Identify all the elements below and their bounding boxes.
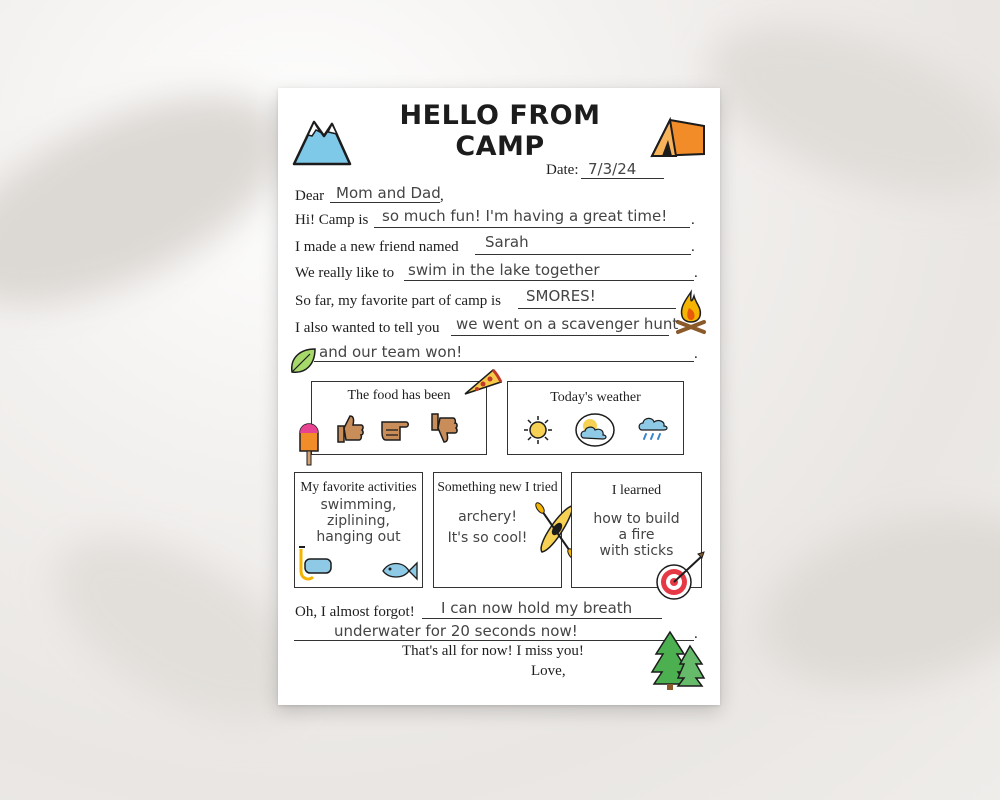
tell-value[interactable]: we went on a scavenger hunt <box>456 315 679 333</box>
archery-target-icon <box>654 548 708 604</box>
forgot-underline-2 <box>294 640 694 641</box>
something-new-line[interactable]: It's so cool! <box>447 530 528 546</box>
camp-value[interactable]: so much fun! I'm having a great time! <box>382 207 668 225</box>
like-underline <box>404 280 694 281</box>
camp-letter-card <box>278 88 720 705</box>
dear-punct: , <box>440 188 444 204</box>
like-value[interactable]: swim in the lake together <box>408 261 600 279</box>
something-new-line[interactable]: archery! <box>458 509 517 525</box>
friend-label: I made a new friend named <box>295 239 459 255</box>
favorite-label: So far, my favorite part of camp is <box>295 293 502 309</box>
thumb-sideways-icon <box>378 412 412 446</box>
fabric-fold <box>744 484 1000 716</box>
activities-heading: My favorite activities <box>300 479 417 494</box>
learned-line[interactable]: with sticks <box>599 543 674 559</box>
pine-trees-icon <box>650 628 708 692</box>
tent-icon <box>648 114 708 160</box>
tell-label: I also wanted to tell you <box>295 320 440 336</box>
dear-underline <box>330 202 440 203</box>
learned-line[interactable]: a fire <box>618 527 655 543</box>
friend-underline <box>475 254 691 255</box>
activities-box <box>294 472 423 588</box>
tell-value-continued[interactable]: and our team won! <box>319 343 463 361</box>
partly-cloudy-icon <box>574 412 616 448</box>
forgot-punct: . <box>694 626 698 642</box>
forgot-underline <box>422 618 662 619</box>
food-box <box>311 381 487 455</box>
weather-heading: Today's weather <box>550 390 641 405</box>
closing-love: Love, <box>531 663 566 679</box>
food-heading: The food has been <box>347 388 451 403</box>
sun-icon <box>522 414 554 446</box>
thumbs-up-icon <box>332 412 366 446</box>
date-value[interactable]: 7/3/24 <box>588 160 637 178</box>
activities-line[interactable]: hanging out <box>316 529 401 545</box>
activities-line[interactable]: swimming, <box>320 497 397 513</box>
learned-heading: I learned <box>611 483 662 498</box>
friend-value[interactable]: Sarah <box>485 233 529 251</box>
snorkel-mask-icon <box>297 541 337 585</box>
mountain-icon <box>290 108 354 170</box>
like-label: We really like to <box>295 265 395 281</box>
pizza-icon <box>463 368 503 398</box>
fabric-fold <box>686 0 1000 231</box>
weather-box <box>507 381 684 455</box>
tell-punct: . <box>694 346 698 362</box>
thumbs-down-icon <box>426 410 460 446</box>
forgot-label: Oh, I almost forgot! <box>295 604 415 620</box>
activities-line[interactable]: ziplining, <box>327 513 390 529</box>
tell-underline-2 <box>314 361 694 362</box>
popsicle-icon <box>296 413 322 468</box>
learned-line[interactable]: how to build <box>593 511 680 527</box>
fish-icon <box>379 557 419 583</box>
rain-cloud-icon <box>636 412 670 446</box>
forgot-value[interactable]: I can now hold my breath <box>441 599 633 617</box>
fabric-fold <box>0 51 317 348</box>
campfire-icon <box>674 288 708 338</box>
forgot-value-continued[interactable]: underwater for 20 seconds now! <box>334 622 578 640</box>
camp-label: Hi! Camp is <box>295 212 369 228</box>
camp-punct: . <box>691 212 695 228</box>
camp-underline <box>374 227 690 228</box>
date-underline <box>581 178 664 179</box>
closing-line: That's all for now! I miss you! <box>402 643 584 659</box>
favorite-value[interactable]: SMORES! <box>526 287 596 305</box>
dear-label: Dear <box>295 188 325 204</box>
letter-title: HELLO FROM CAMP <box>399 100 601 162</box>
dear-value[interactable]: Mom and Dad <box>336 184 441 202</box>
something-new-heading: Something new I tried <box>437 479 558 494</box>
tell-underline <box>451 335 669 336</box>
date-label: Date: <box>546 162 579 178</box>
favorite-underline <box>518 308 676 309</box>
like-punct: . <box>694 265 698 281</box>
friend-punct: . <box>691 239 695 255</box>
